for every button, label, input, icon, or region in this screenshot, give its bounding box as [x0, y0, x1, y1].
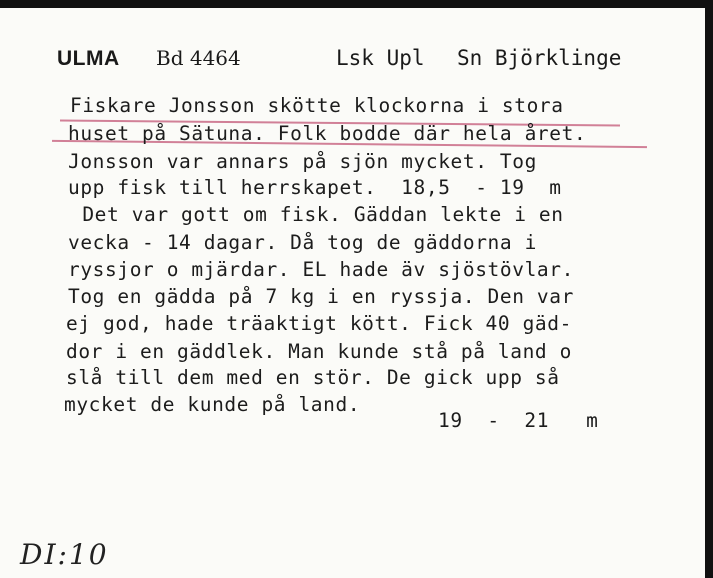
parish-label: Sn Björklinge: [457, 46, 622, 70]
depth-note: 19 - 21 m: [438, 409, 599, 432]
text-line-4: upp fisk till herrskapet. 18,5 - 19 m: [68, 176, 562, 199]
text-line-7: ryssjor o mjärdar. EL hade äv sjöstövlar.: [68, 258, 574, 281]
text-line-5: Det var gott om fisk. Gäddan lekte i en: [70, 203, 564, 226]
text-line-1: Fiskare Jonsson skötte klockorna i stora: [70, 94, 564, 117]
scan-border-right: [705, 0, 713, 578]
handwritten-signature: DI:10: [20, 538, 109, 571]
province-label: Lsk Upl: [336, 46, 425, 70]
scan-border-top: [0, 0, 713, 8]
text-line-8: Tog en gädda på 7 kg i en ryssja. Den var: [68, 285, 574, 308]
text-line-6: vecka - 14 dagar. Då tog de gäddorna i: [68, 231, 537, 254]
text-line-11: slå till dem med en stör. De gick upp så: [66, 366, 560, 389]
archive-code: ULMA: [57, 47, 120, 70]
text-line-2: huset på Sätuna. Folk bodde där hela året.: [68, 122, 587, 145]
text-line-10: dor i en gäddlek. Man kunde stå på land o: [66, 340, 572, 363]
text-line-3: Jonsson var annars på sjön mycket. Tog: [68, 150, 537, 173]
text-line-9: ej god, hade träaktigt kött. Fick 40 gäd-: [66, 312, 572, 335]
volume-number: Bd 4464: [156, 46, 241, 70]
text-line-12: mycket de kunde på land.: [64, 393, 361, 416]
